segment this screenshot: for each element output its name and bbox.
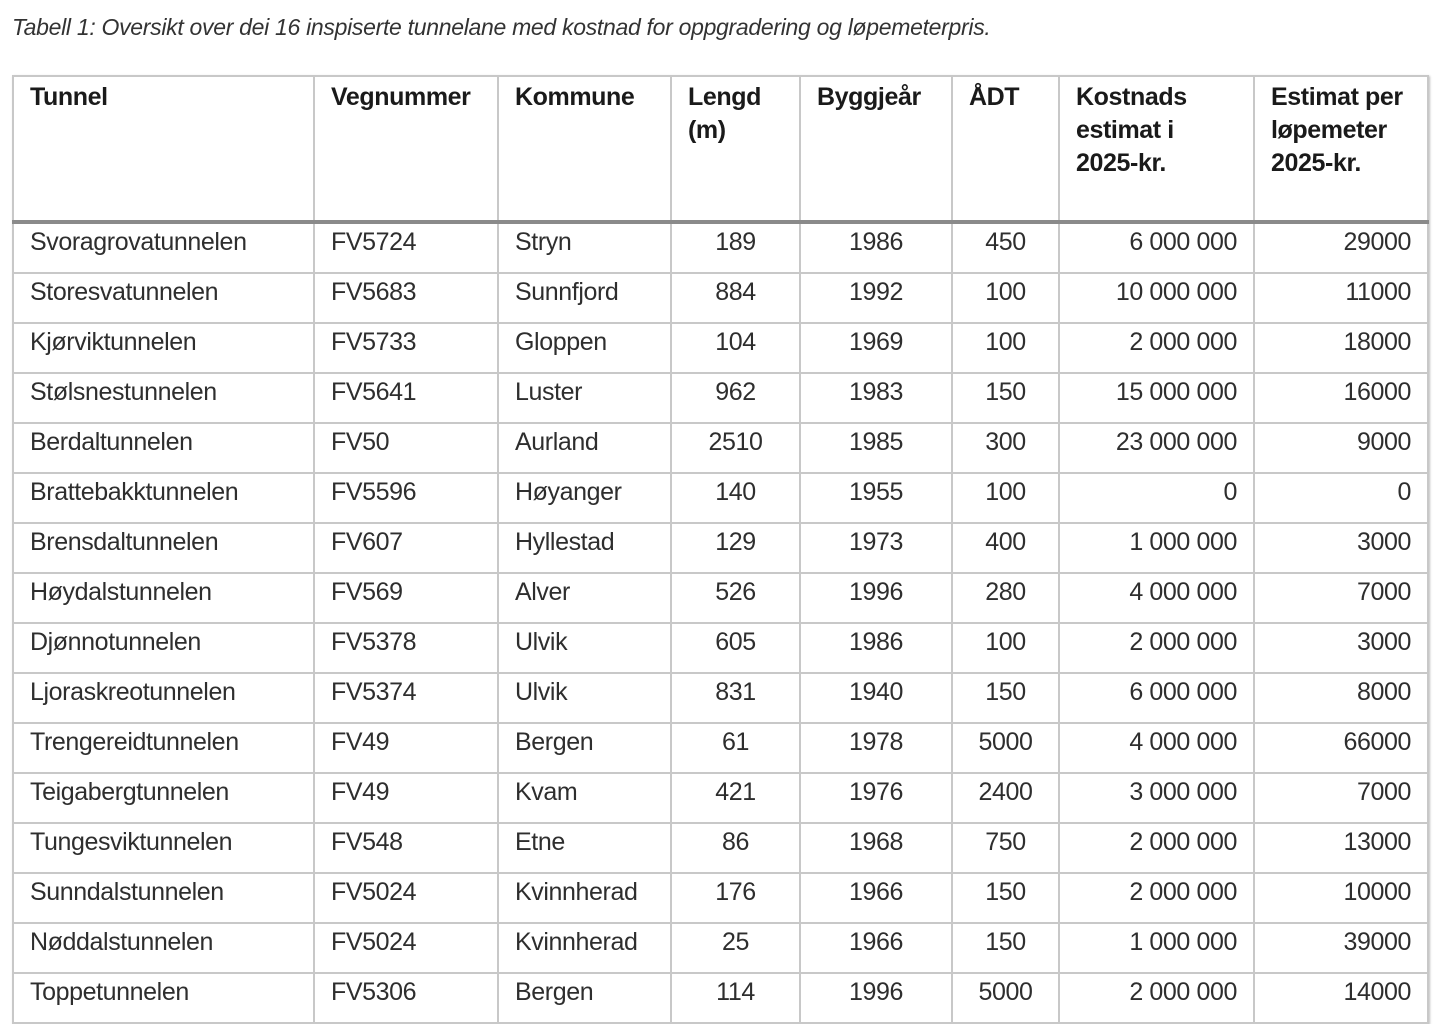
cell-vegnummer: FV607 (314, 523, 498, 573)
cell-adt: 150 (952, 673, 1059, 723)
cell-vegnummer: FV5024 (314, 923, 498, 973)
cell-vegnummer: FV5641 (314, 373, 498, 423)
cell-vegnummer: FV5596 (314, 473, 498, 523)
cell-kostnad: 4 000 000 (1059, 573, 1254, 623)
cell-lengd: 114 (671, 973, 800, 1023)
cell-vegnummer: FV5306 (314, 973, 498, 1023)
cell-estimat-lopemeter: 3000 (1254, 523, 1428, 573)
cell-byggjeaar: 1940 (800, 673, 952, 723)
cell-byggjeaar: 1992 (800, 273, 952, 323)
cell-tunnel: Brattebakktunnelen (13, 473, 314, 523)
cell-byggjeaar: 1978 (800, 723, 952, 773)
cell-adt: 450 (952, 222, 1059, 273)
cell-vegnummer: FV5024 (314, 873, 498, 923)
cell-adt: 150 (952, 373, 1059, 423)
cell-kommune: Gloppen (498, 323, 671, 373)
cell-estimat-lopemeter: 11000 (1254, 273, 1428, 323)
cell-estimat-lopemeter: 39000 (1254, 923, 1428, 973)
cell-estimat-lopemeter: 0 (1254, 473, 1428, 523)
cell-tunnel: Brensdaltunnelen (13, 523, 314, 573)
cell-estimat-lopemeter: 10000 (1254, 873, 1428, 923)
cell-lengd: 86 (671, 823, 800, 873)
cell-estimat-lopemeter: 29000 (1254, 222, 1428, 273)
cell-kommune: Bergen (498, 723, 671, 773)
cell-estimat-lopemeter: 7000 (1254, 573, 1428, 623)
cell-tunnel: Svoragrovatunnelen (13, 222, 314, 273)
cell-adt: 300 (952, 423, 1059, 473)
cell-lengd: 962 (671, 373, 800, 423)
cell-adt: 750 (952, 823, 1059, 873)
cell-vegnummer: FV569 (314, 573, 498, 623)
cell-byggjeaar: 1996 (800, 973, 952, 1023)
table-caption: Tabell 1: Oversikt over dei 16 inspiserte tunnelane med kostnad for oppgradering og løpemeterpris. (12, 14, 991, 40)
cell-tunnel: Berdaltunnelen (13, 423, 314, 473)
cell-estimat-lopemeter: 66000 (1254, 723, 1428, 773)
cell-byggjeaar: 1973 (800, 523, 952, 573)
table-body (13, 222, 1428, 1023)
tunnel-table (12, 75, 1429, 1024)
cell-adt: 5000 (952, 973, 1059, 1023)
table-row (13, 873, 1428, 923)
cell-kostnad: 1 000 000 (1059, 523, 1254, 573)
cell-kostnad: 2 000 000 (1059, 873, 1254, 923)
cell-estimat-lopemeter: 16000 (1254, 373, 1428, 423)
cell-kommune: Etne (498, 823, 671, 873)
cell-tunnel: Djønnotunnelen (13, 623, 314, 673)
cell-byggjeaar: 1969 (800, 323, 952, 373)
table-row (13, 222, 1428, 273)
table-row (13, 623, 1428, 673)
cell-byggjeaar: 1968 (800, 823, 952, 873)
cell-kommune: Stryn (498, 222, 671, 273)
header-lengd: Lengd (m) (671, 76, 800, 222)
cell-tunnel: Sunndalstunnelen (13, 873, 314, 923)
cell-kostnad: 2 000 000 (1059, 973, 1254, 1023)
cell-lengd: 61 (671, 723, 800, 773)
cell-lengd: 25 (671, 923, 800, 973)
cell-lengd: 605 (671, 623, 800, 673)
cell-tunnel: Teigabergtunnelen (13, 773, 314, 823)
cell-kommune: Sunnfjord (498, 273, 671, 323)
cell-kostnad: 4 000 000 (1059, 723, 1254, 773)
cell-kommune: Kvinnherad (498, 923, 671, 973)
cell-kostnad: 6 000 000 (1059, 222, 1254, 273)
cell-kommune: Ulvik (498, 623, 671, 673)
cell-lengd: 104 (671, 323, 800, 373)
cell-vegnummer: FV548 (314, 823, 498, 873)
cell-byggjeaar: 1996 (800, 573, 952, 623)
cell-kostnad: 3 000 000 (1059, 773, 1254, 823)
cell-vegnummer: FV5724 (314, 222, 498, 273)
cell-vegnummer: FV5733 (314, 323, 498, 373)
cell-tunnel: Nøddalstunnelen (13, 923, 314, 973)
cell-tunnel: Kjørviktunnelen (13, 323, 314, 373)
cell-tunnel: Trengereidtunnelen (13, 723, 314, 773)
cell-tunnel: Storesvatunnelen (13, 273, 314, 323)
cell-kostnad: 0 (1059, 473, 1254, 523)
cell-kommune: Hyllestad (498, 523, 671, 573)
cell-kommune: Kvam (498, 773, 671, 823)
cell-kommune: Ulvik (498, 673, 671, 723)
table-row (13, 473, 1428, 523)
cell-kommune: Kvinnherad (498, 873, 671, 923)
header-tunnel: Tunnel (13, 76, 314, 222)
table-row (13, 673, 1428, 723)
cell-lengd: 831 (671, 673, 800, 723)
cell-lengd: 140 (671, 473, 800, 523)
cell-adt: 280 (952, 573, 1059, 623)
cell-tunnel: Høydalstunnelen (13, 573, 314, 623)
cell-byggjeaar: 1966 (800, 873, 952, 923)
cell-estimat-lopemeter: 3000 (1254, 623, 1428, 673)
cell-kostnad: 2 000 000 (1059, 323, 1254, 373)
cell-tunnel: Stølsnestunnelen (13, 373, 314, 423)
table-row (13, 523, 1428, 573)
header-vegnummer: Vegnummer (314, 76, 498, 222)
header-row (13, 76, 1428, 222)
cell-estimat-lopemeter: 9000 (1254, 423, 1428, 473)
cell-adt: 100 (952, 273, 1059, 323)
cell-vegnummer: FV5683 (314, 273, 498, 323)
header-adt: ÅDT (952, 76, 1059, 222)
cell-estimat-lopemeter: 7000 (1254, 773, 1428, 823)
cell-kostnad: 2 000 000 (1059, 823, 1254, 873)
cell-byggjeaar: 1955 (800, 473, 952, 523)
cell-estimat-lopemeter: 18000 (1254, 323, 1428, 373)
cell-adt: 150 (952, 923, 1059, 973)
cell-lengd: 189 (671, 222, 800, 273)
table-row (13, 823, 1428, 873)
table-row (13, 423, 1428, 473)
cell-kostnad: 2 000 000 (1059, 623, 1254, 673)
cell-estimat-lopemeter: 14000 (1254, 973, 1428, 1023)
cell-byggjeaar: 1986 (800, 623, 952, 673)
cell-adt: 150 (952, 873, 1059, 923)
cell-lengd: 884 (671, 273, 800, 323)
cell-lengd: 526 (671, 573, 800, 623)
cell-kommune: Luster (498, 373, 671, 423)
table-row (13, 973, 1428, 1023)
cell-tunnel: Toppetunnelen (13, 973, 314, 1023)
cell-lengd: 421 (671, 773, 800, 823)
cell-kostnad: 23 000 000 (1059, 423, 1254, 473)
table-row (13, 323, 1428, 373)
cell-tunnel: Ljoraskreotunnelen (13, 673, 314, 723)
table-row (13, 923, 1428, 973)
cell-vegnummer: FV49 (314, 723, 498, 773)
cell-kostnad: 15 000 000 (1059, 373, 1254, 423)
cell-byggjeaar: 1976 (800, 773, 952, 823)
cell-vegnummer: FV5378 (314, 623, 498, 673)
cell-kostnad: 1 000 000 (1059, 923, 1254, 973)
header-byggjeaar: Byggjeår (800, 76, 952, 222)
cell-vegnummer: FV5374 (314, 673, 498, 723)
header-estimat-lopemeter: Estimat per løpemeter 2025-kr. (1254, 76, 1428, 222)
table-row (13, 723, 1428, 773)
cell-kommune: Alver (498, 573, 671, 623)
cell-adt: 2400 (952, 773, 1059, 823)
cell-adt: 100 (952, 473, 1059, 523)
table-row (13, 773, 1428, 823)
table-row (13, 573, 1428, 623)
cell-byggjeaar: 1966 (800, 923, 952, 973)
cell-adt: 100 (952, 623, 1059, 673)
cell-byggjeaar: 1986 (800, 222, 952, 273)
table-row (13, 273, 1428, 323)
header-kostnad: Kostnads estimat i 2025-kr. (1059, 76, 1254, 222)
cell-adt: 5000 (952, 723, 1059, 773)
cell-lengd: 176 (671, 873, 800, 923)
cell-kommune: Bergen (498, 973, 671, 1023)
cell-byggjeaar: 1983 (800, 373, 952, 423)
cell-adt: 400 (952, 523, 1059, 573)
cell-estimat-lopemeter: 13000 (1254, 823, 1428, 873)
cell-vegnummer: FV50 (314, 423, 498, 473)
cell-kommune: Aurland (498, 423, 671, 473)
cell-kostnad: 10 000 000 (1059, 273, 1254, 323)
cell-kostnad: 6 000 000 (1059, 673, 1254, 723)
cell-kommune: Høyanger (498, 473, 671, 523)
cell-lengd: 2510 (671, 423, 800, 473)
cell-tunnel: Tungesviktunnelen (13, 823, 314, 873)
cell-vegnummer: FV49 (314, 773, 498, 823)
cell-adt: 100 (952, 323, 1059, 373)
table-row (13, 373, 1428, 423)
header-kommune: Kommune (498, 76, 671, 222)
cell-lengd: 129 (671, 523, 800, 573)
cell-byggjeaar: 1985 (800, 423, 952, 473)
cell-estimat-lopemeter: 8000 (1254, 673, 1428, 723)
